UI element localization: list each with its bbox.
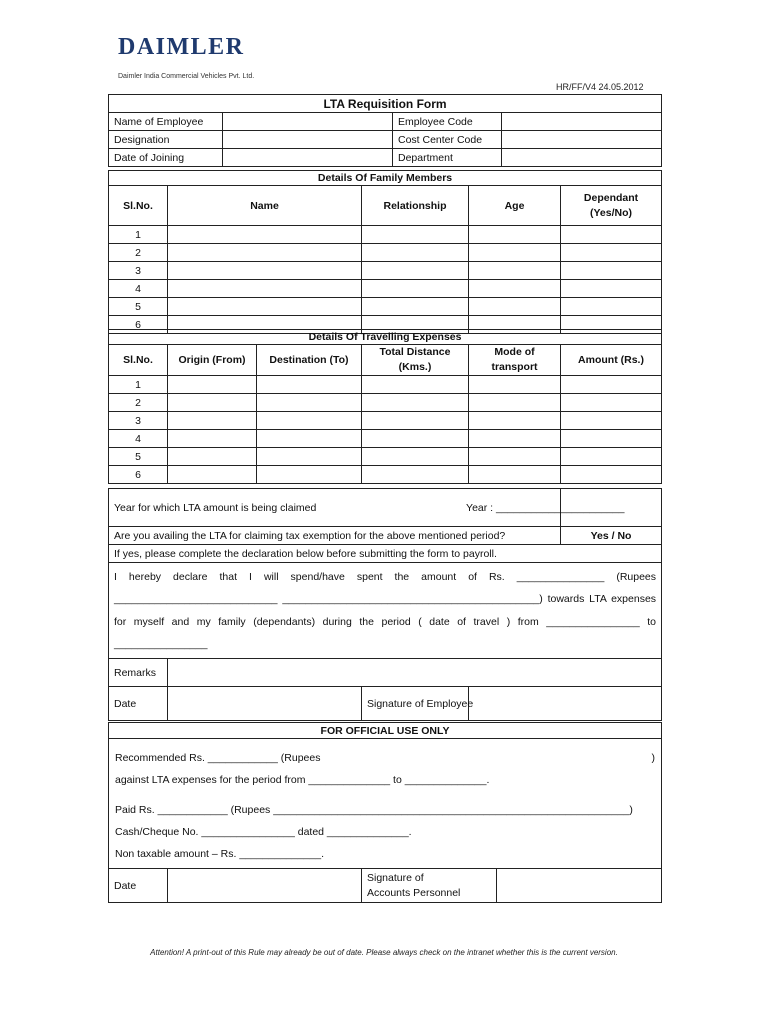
cheque-line: Cash/Cheque No. ________________ dated ______________.	[115, 826, 412, 838]
document-reference: HR/FF/V4 24.05.2012	[556, 82, 644, 92]
input-signature-accounts[interactable]	[497, 869, 662, 903]
paid-line: Paid Rs. ____________ (Rupees _____________________________________________________________)	[115, 804, 633, 816]
travel-cell-origin[interactable]	[168, 466, 257, 484]
travel-cell-amount[interactable]	[561, 394, 662, 412]
travel-cell-amount[interactable]	[561, 430, 662, 448]
travel-cell-destination[interactable]	[257, 466, 362, 484]
family-col-name: Name	[168, 186, 362, 226]
travel-cell-origin[interactable]	[168, 412, 257, 430]
travel-row-slno: 4	[109, 430, 168, 448]
travel-row	[109, 376, 662, 394]
family-cell-name[interactable]	[168, 298, 362, 316]
signature-accounts-line1: Signature of	[367, 871, 424, 884]
travel-cell-origin[interactable]	[168, 376, 257, 394]
yes-no-choice[interactable]: Yes / No	[561, 527, 662, 545]
recommended-close: )	[651, 752, 655, 764]
employee-info-table	[108, 94, 662, 167]
family-cell-dependant[interactable]	[561, 280, 662, 298]
family-cell-dependant[interactable]	[561, 226, 662, 244]
travel-cell-distance[interactable]	[362, 448, 469, 466]
official-use-table	[108, 722, 662, 903]
label-name-of-employee: Name of Employee	[109, 113, 223, 131]
daimler-logo: DAIMLER	[118, 34, 245, 60]
label-department: Department	[393, 149, 502, 167]
input-cost-center-code[interactable]	[502, 131, 662, 149]
family-cell-relationship[interactable]	[362, 280, 469, 298]
label-signature-employee: Signature of Employee	[362, 687, 469, 721]
travel-cell-amount[interactable]	[561, 412, 662, 430]
family-cell-name[interactable]	[168, 244, 362, 262]
input-signature-employee[interactable]	[469, 687, 662, 721]
travel-cell-amount[interactable]	[561, 466, 662, 484]
travel-cell-mode[interactable]	[469, 412, 561, 430]
travel-cell-amount[interactable]	[561, 448, 662, 466]
signature-accounts-line2: Accounts Personnel	[367, 886, 461, 899]
input-official-date[interactable]	[168, 869, 362, 903]
travel-cell-mode[interactable]	[469, 394, 561, 412]
family-cell-age[interactable]	[469, 262, 561, 280]
period-line: against LTA expenses for the period from ______________ to ______________.	[115, 774, 490, 786]
label-signature-accounts	[362, 869, 497, 903]
input-department[interactable]	[502, 149, 662, 167]
travel-cell-mode[interactable]	[469, 466, 561, 484]
family-col-slno: Sl.No.	[109, 186, 168, 226]
year-field-text: Year : ______________________	[466, 501, 625, 514]
input-employee-code[interactable]	[502, 113, 662, 131]
family-cell-age[interactable]	[469, 280, 561, 298]
family-col-age: Age	[469, 186, 561, 226]
travel-row	[109, 412, 662, 430]
family-row-slno: 6	[109, 316, 168, 334]
year-field[interactable]	[466, 489, 662, 527]
family-row	[109, 280, 662, 298]
family-row	[109, 244, 662, 262]
family-row	[109, 226, 662, 244]
input-name-of-employee[interactable]	[223, 113, 393, 131]
declaration-text[interactable]: I hereby declare that I will spend/have spent the amount of Rs. _______________ (Rupees ____________________________ ____________________________________________) towards LTA expenses for myself and my family (dependants) during the period ( date of travel ) from ________________ to ________________	[109, 563, 662, 659]
availing-question: Are you availing the LTA for claiming tax exemption for the above mentioned period?	[109, 527, 561, 545]
input-remarks[interactable]	[168, 659, 662, 687]
family-row-slno: 3	[109, 262, 168, 280]
travel-col-mode: Mode of transport	[469, 345, 561, 376]
input-date[interactable]	[168, 687, 362, 721]
family-members-table	[108, 170, 662, 334]
label-cost-center-code: Cost Center Code	[393, 131, 502, 149]
label-employee-code: Employee Code	[393, 113, 502, 131]
family-row-slno: 4	[109, 280, 168, 298]
travel-row-slno: 2	[109, 394, 168, 412]
travel-section-title: Details Of Travelling Expenses	[109, 330, 662, 345]
label-designation: Designation	[109, 131, 223, 149]
family-row	[109, 262, 662, 280]
travel-cell-destination[interactable]	[257, 376, 362, 394]
travel-col-destination: Destination (To)	[257, 345, 362, 376]
family-row-slno: 2	[109, 244, 168, 262]
family-cell-age[interactable]	[469, 226, 561, 244]
official-details[interactable]	[109, 739, 662, 869]
travel-col-distance: Total Distance (Kms.)	[362, 345, 469, 376]
family-cell-relationship[interactable]	[362, 244, 469, 262]
travel-cell-distance[interactable]	[362, 376, 469, 394]
travel-cell-amount[interactable]	[561, 376, 662, 394]
travel-col-origin: Origin (From)	[168, 345, 257, 376]
travel-cell-origin[interactable]	[168, 430, 257, 448]
travel-row	[109, 466, 662, 484]
travel-row	[109, 394, 662, 412]
label-date-of-joining: Date of Joining	[109, 149, 223, 167]
travel-expenses-table	[108, 329, 662, 484]
label-remarks: Remarks	[109, 659, 168, 687]
travel-cell-destination[interactable]	[257, 448, 362, 466]
travel-row	[109, 430, 662, 448]
travel-cell-mode[interactable]	[469, 376, 561, 394]
travel-cell-mode[interactable]	[469, 448, 561, 466]
travel-row-slno: 5	[109, 448, 168, 466]
family-col-relationship: Relationship	[362, 186, 469, 226]
recommended-line: Recommended Rs. ____________ (Rupees	[115, 752, 321, 764]
travel-row-slno: 3	[109, 412, 168, 430]
travel-col-amount: Amount (Rs.)	[561, 345, 662, 376]
label-date: Date	[109, 687, 168, 721]
travel-cell-distance[interactable]	[362, 412, 469, 430]
travel-cell-destination[interactable]	[257, 412, 362, 430]
input-designation[interactable]	[223, 131, 393, 149]
family-cell-relationship[interactable]	[362, 226, 469, 244]
family-cell-age[interactable]	[469, 298, 561, 316]
family-cell-age[interactable]	[469, 244, 561, 262]
company-name: Daimler India Commercial Vehicles Pvt. Ltd.	[118, 73, 255, 80]
family-cell-relationship[interactable]	[362, 298, 469, 316]
if-yes-note: If yes, please complete the declaration below before submitting the form to payroll.	[109, 545, 662, 563]
family-col-dependant: Dependant (Yes/No)	[561, 186, 662, 226]
family-cell-dependant[interactable]	[561, 298, 662, 316]
input-date-of-joining[interactable]	[223, 149, 393, 167]
travel-cell-distance[interactable]	[362, 466, 469, 484]
form-title: LTA Requisition Form	[109, 95, 662, 113]
family-cell-dependant[interactable]	[561, 262, 662, 280]
family-cell-dependant[interactable]	[561, 244, 662, 262]
travel-cell-distance[interactable]	[362, 430, 469, 448]
travel-cell-mode[interactable]	[469, 430, 561, 448]
label-official-date: Date	[109, 869, 168, 903]
family-row-slno: 1	[109, 226, 168, 244]
family-section-title: Details Of Family Members	[109, 171, 662, 186]
family-cell-name[interactable]	[168, 280, 362, 298]
family-cell-name[interactable]	[168, 226, 362, 244]
family-row	[109, 298, 662, 316]
claim-table	[108, 488, 662, 721]
travel-row-slno: 1	[109, 376, 168, 394]
travel-row-slno: 6	[109, 466, 168, 484]
family-cell-name[interactable]	[168, 262, 362, 280]
family-cell-relationship[interactable]	[362, 262, 469, 280]
travel-col-slno: Sl.No.	[109, 345, 168, 376]
non-taxable-line: Non taxable amount – Rs. ______________.	[115, 848, 324, 860]
year-claimed-label: Year for which LTA amount is being claimed	[109, 489, 561, 527]
travel-row	[109, 448, 662, 466]
travel-cell-origin[interactable]	[168, 448, 257, 466]
family-row-slno: 5	[109, 298, 168, 316]
travel-cell-origin[interactable]	[168, 394, 257, 412]
footer-note: Attention! A print-out of this Rule may already be out of date. Please always check on the intranet whether this is the current version.	[150, 948, 618, 957]
official-section-title: FOR OFFICIAL USE ONLY	[109, 723, 662, 739]
travel-cell-destination[interactable]	[257, 430, 362, 448]
travel-cell-destination[interactable]	[257, 394, 362, 412]
travel-cell-distance[interactable]	[362, 394, 469, 412]
